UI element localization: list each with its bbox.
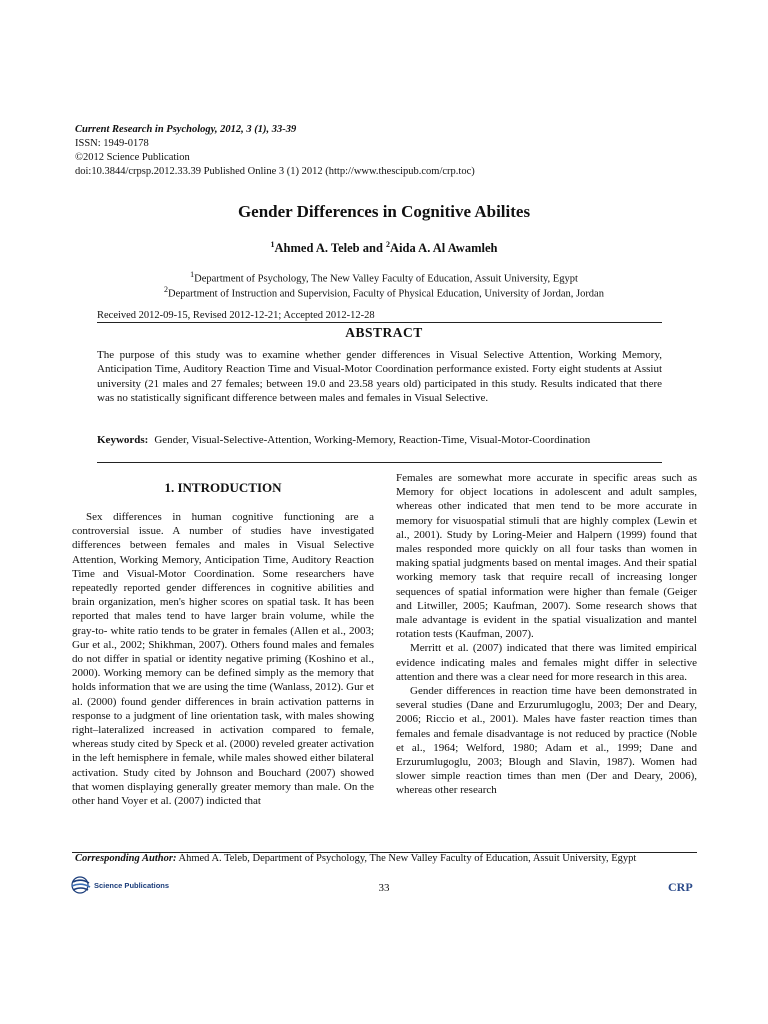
- page-number: 33: [378, 882, 390, 894]
- copyright: ©2012 Science Publication: [75, 152, 190, 163]
- keywords-label: Keywords:: [97, 434, 149, 446]
- intro-paragraph-2: Females are somewhat more accurate in specific areas such as Memory for object locations in adolescent and adult samples, whereas other indicated that men tend to be more accurate in memory for visuospatial stimuli that are highly complex (Lewin et al., 2001). Study by Loring-Meier and Halpern (1999) found that males responded more quickly on all four tasks than women in making spatial judgments based on mental images. And their spatial working memory task that require recall of increasing longer sequences of spatial information were higher than female (Geiger and Litwiller, 2005; Kaufman, 2007). Some research shows that male advantage is evident in the spatial visualization and mantel rotation tests (Kaufman, 2007).: [396, 472, 697, 641]
- journal-citation: Current Research in Psychology, 2012, 3 (1), 33-39: [75, 124, 297, 135]
- left-column: [72, 510, 374, 808]
- abstract-divider: [97, 462, 662, 463]
- corresponding-author-label: Corresponding Author:: [75, 853, 177, 864]
- affiliation-1-marker: 1: [190, 270, 195, 279]
- issn: ISSN: 1949-0178: [75, 138, 149, 149]
- keywords-value: Gender, Visual-Selective-Attention, Working-Memory, Reaction-Time, Visual-Motor-Coordination: [154, 434, 591, 446]
- journal-header: [75, 123, 675, 179]
- right-column: [396, 471, 697, 798]
- author-1: Ahmed A. Teleb and: [274, 241, 387, 256]
- abstract-text: The purpose of this study was to examine whether gender differences in Visual Selective Attention, Working Memory, Anticipation Time, Auditory Reaction Time and Visual-Motor Coordination performance existed. Forty eight students at Assiut university (21 males and 27 females; between 19.0 and 23.58 years old) participated in this study. Results indicated that there was no statistically significant difference between males and females in Visual Selective.: [97, 349, 662, 404]
- author-2: Aida A. Al Awamleh: [390, 241, 498, 256]
- authors: [0, 240, 768, 256]
- corresponding-author: [75, 853, 715, 864]
- doi: doi:10.3844/crpsp.2012.33.39 Published Online 3 (1) 2012 (http://www.thescipub.com/crp.toc): [75, 166, 475, 177]
- abstract-heading: ABSTRACT: [345, 325, 423, 340]
- intro-paragraph-3: Merritt et al. (2007) indicated that there was limited empirical evidence indicating males and females might differ in selective attention and there was a clear need for more research in this area.: [396, 642, 697, 683]
- introduction-heading: 1. INTRODUCTION: [164, 480, 282, 495]
- publisher-logo-text: Science Publications: [94, 880, 170, 890]
- received-dates: Received 2012-09-15, Revised 2012-12-21; Accepted 2012-12-28: [97, 310, 662, 323]
- journal-abbreviation: CRP: [668, 880, 693, 894]
- affiliation-2-marker: 2: [164, 285, 169, 294]
- author-1-marker: 1: [270, 240, 275, 249]
- intro-paragraph-4: Gender differences in reaction time have been demonstrated in several studies (Dane and Erzurumlugoglu, 2003; Der and Deary, 2006; Riccio et al., 2001). Males have faster reaction times than females and female disadvantage is not reduced by practice (Noble et al., 1964; Welford, 1980; Adam et al., 1999; Dane and Erzurumlugoglu, 2003; Blough and Slavin, 1987). Women had slower simple reaction times than men (Der and Deary, 2006), whereas other research: [396, 685, 697, 797]
- affiliation-2: [0, 285, 768, 300]
- affiliation-1-text: Department of Psychology, The New Valley Faculty of Education, Assuit University, Egypt: [194, 273, 578, 285]
- intro-paragraph-1: Sex differences in human cognitive functioning are a controversial issue. A number of studies have investigated differences between females and males in Visual Selective Attention, Working Memory, Anticipation Time, Auditory Reaction Time and Visual-Motor Coordination. Some researchers have repeatedly reported gender differences in cognitive abilities and brain organization, men's higher scores on spatial task. It has been reported that males tend to have larger brain volume, while the gray-to- white ratio tends to be grater in females (Allen et al., 2003; Gur et al., 2002; Shikhman, 2007). Others found males and females do not differ in spatial or identity negative priming (Koshino et al., 2000). Working memory can be defined simply as the memory that holds information that we are using the time (Wanlass, 2012). Gur et al. (2000) found gender differences in brain activation patterns in response to a judgment of line orientation task, with males showing right–lateralized increased in activation compared to female, whereas study cited by Speck et al. (2000) reveled greater activation in the left hemisphere in female, while males showed either bilateral activation. Study cited by Johnson and Bouchard (2007) showed that women displaying generally greater memory than male. On the other hand Voyer et al. (2007) indicted that: [72, 511, 374, 808]
- affiliation-2-text: Department of Instruction and Supervision, Faculty of Physical Education, University of Jordan, Jordan: [168, 288, 604, 300]
- corresponding-author-text: Ahmed A. Teleb, Department of Psychology, The New Valley Faculty of Education, Assuit University, Egypt: [176, 853, 637, 864]
- author-2-marker: 2: [386, 240, 391, 249]
- affiliation-1: [0, 270, 768, 285]
- keywords: [97, 433, 662, 447]
- paper-title: Gender Differences in Cognitive Abilites: [237, 202, 531, 221]
